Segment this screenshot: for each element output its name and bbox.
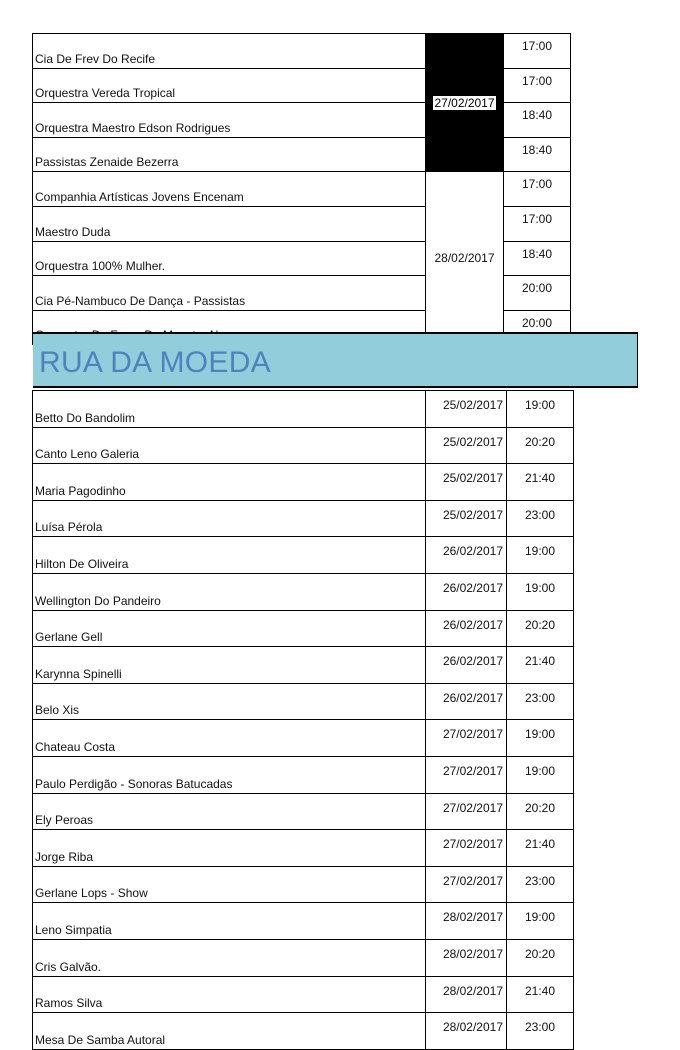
artist-name: Canto Leno Galeria — [33, 427, 426, 464]
table-row — [33, 1013, 574, 1050]
section-header — [33, 332, 638, 388]
table-row — [33, 866, 574, 903]
time-cell: 17:00 — [504, 206, 571, 241]
artist-name: Orquestra Maestro Edson Rodrigues — [33, 103, 426, 138]
artist-name: Orquestra 100% Mulher. — [33, 241, 426, 276]
artist-name: Karynna Spinelli — [33, 647, 426, 684]
table-row — [33, 830, 574, 867]
artist-name: Maestro Duda — [33, 206, 426, 241]
table-row — [33, 573, 574, 610]
artist-name: Passistas Zenaide Bezerra — [33, 137, 426, 172]
time-cell: 20:00 — [504, 276, 571, 311]
time-cell: 19:00 — [507, 903, 574, 940]
time-cell: 17:00 — [504, 68, 571, 103]
artist-name: Paulo Perdigão - Sonoras Batucadas — [33, 756, 426, 793]
top-schedule-table — [32, 33, 571, 345]
artist-name: Gerlane Gell — [33, 610, 426, 647]
artist-name: Cia Pé-Nambuco De Dança - Passistas — [33, 276, 426, 311]
artist-name: Jorge Riba — [33, 830, 426, 867]
table-row — [33, 793, 574, 830]
time-cell: 21:40 — [507, 464, 574, 501]
table-row — [33, 720, 574, 757]
date-cell — [426, 34, 504, 172]
artist-name: Ramos Silva — [33, 976, 426, 1013]
date-cell: 27/02/2017 — [426, 830, 507, 867]
time-cell: 21:40 — [507, 976, 574, 1013]
time-cell: 19:00 — [507, 720, 574, 757]
time-cell: 20:20 — [507, 427, 574, 464]
artist-name: Betto Do Bandolim — [33, 391, 426, 428]
time-cell: 19:00 — [507, 391, 574, 428]
table-row — [33, 683, 574, 720]
date-cell: 27/02/2017 — [426, 793, 507, 830]
section-title: RUA DA MOEDA — [39, 346, 271, 379]
table-row — [33, 34, 571, 69]
rua-da-moeda-table — [32, 390, 574, 1050]
date-cell: 25/02/2017 — [426, 500, 507, 537]
date-text: 27/02/2017 — [434, 95, 495, 110]
time-cell: 18:40 — [504, 137, 571, 172]
table-row — [33, 976, 574, 1013]
table-row — [33, 464, 574, 501]
artist-name: Maria Pagodinho — [33, 464, 426, 501]
date-cell: 28/02/2017 — [426, 172, 504, 345]
time-cell: 17:00 — [504, 172, 571, 207]
artist-name: Chateau Costa — [33, 720, 426, 757]
table-row — [33, 172, 571, 207]
time-cell: 23:00 — [507, 866, 574, 903]
artist-name: Gerlane Lops - Show — [33, 866, 426, 903]
date-cell: 25/02/2017 — [426, 427, 507, 464]
time-cell: 20:20 — [507, 939, 574, 976]
time-cell: 23:00 — [507, 683, 574, 720]
artist-name: Ely Peroas — [33, 793, 426, 830]
date-cell: 28/02/2017 — [426, 939, 507, 976]
date-cell: 27/02/2017 — [426, 756, 507, 793]
table-row — [33, 756, 574, 793]
time-cell: 18:40 — [504, 241, 571, 276]
time-cell: 18:40 — [504, 103, 571, 138]
artist-name: Hilton De Oliveira — [33, 537, 426, 574]
artist-name: Cia De Frev Do Recife — [33, 34, 426, 69]
time-cell: 19:00 — [507, 756, 574, 793]
time-cell: 20:20 — [507, 793, 574, 830]
date-cell: 26/02/2017 — [426, 537, 507, 574]
date-cell: 27/02/2017 — [426, 866, 507, 903]
time-cell: 21:40 — [507, 830, 574, 867]
date-cell: 25/02/2017 — [426, 391, 507, 428]
table-row — [33, 391, 574, 428]
artist-name: Cris Galvão. — [33, 939, 426, 976]
table-row — [33, 939, 574, 976]
time-cell: 21:40 — [507, 647, 574, 684]
date-cell: 28/02/2017 — [426, 903, 507, 940]
artist-name: Orquestra Vereda Tropical — [33, 68, 426, 103]
table-row — [33, 903, 574, 940]
time-cell: 23:00 — [507, 500, 574, 537]
table-row — [33, 500, 574, 537]
date-cell: 28/02/2017 — [426, 976, 507, 1013]
table-row — [33, 537, 574, 574]
date-cell: 26/02/2017 — [426, 573, 507, 610]
time-cell: 23:00 — [507, 1013, 574, 1050]
date-cell: 27/02/2017 — [426, 720, 507, 757]
table-row — [33, 427, 574, 464]
date-cell: 28/02/2017 — [426, 1013, 507, 1050]
table-row — [33, 647, 574, 684]
date-cell: 25/02/2017 — [426, 464, 507, 501]
artist-name: Mesa De Samba Autoral — [33, 1013, 426, 1050]
date-cell: 26/02/2017 — [426, 683, 507, 720]
date-cell: 26/02/2017 — [426, 610, 507, 647]
time-cell: 20:00 — [504, 310, 571, 345]
time-cell: 20:20 — [507, 610, 574, 647]
artist-name: Companhia Artísticas Jovens Encenam — [33, 172, 426, 207]
artist-name: Wellington Do Pandeiro — [33, 573, 426, 610]
table-row — [33, 610, 574, 647]
date-cell: 26/02/2017 — [426, 647, 507, 684]
time-cell: 17:00 — [504, 34, 571, 69]
artist-name: Leno Simpatia — [33, 903, 426, 940]
time-cell: 19:00 — [507, 537, 574, 574]
artist-name: Belo Xis — [33, 683, 426, 720]
artist-name: Luísa Pérola — [33, 500, 426, 537]
time-cell: 19:00 — [507, 573, 574, 610]
